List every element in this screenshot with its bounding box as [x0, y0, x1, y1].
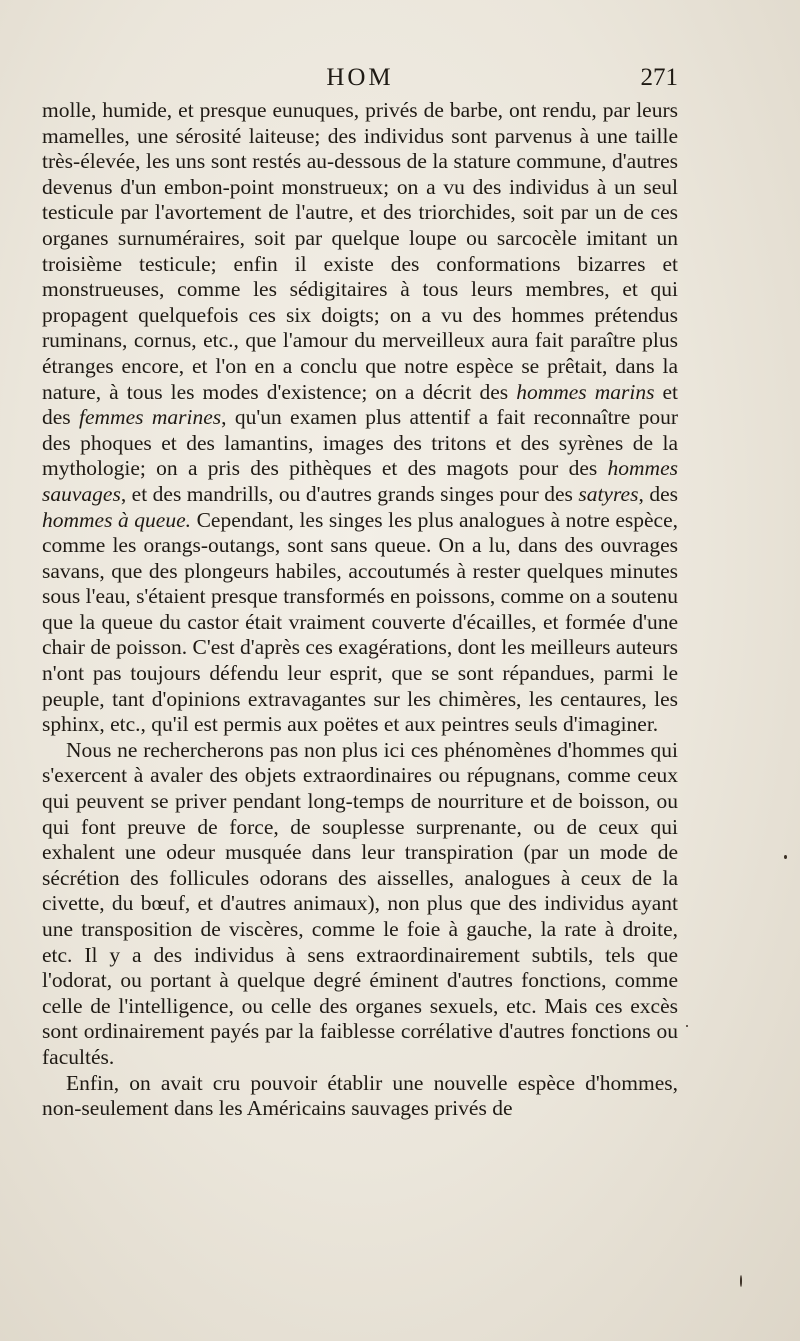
text-run: molle, humide, et presque eunuques, privés de barbe, ont rendu, par leurs mamelles, une sérosité laiteuse; des individus sont parvenus à une taille très-élevée, les uns sont restés au-dessous de la stature commune, d'autres devenus d'un embon-point monstrueux; on a vu des individus à un seul testicule par l'avortement de l'autre, et des triorchides, soit par un de ces organes surnuméraires, soit par quelque loupe ou sarcocèle imitant un troisième testicule; enfin il existe des conformations bizarres et monstrueuses, comme les sédigitaires à tous leurs membres, et qui propagent quelquefois ces six doigts; on a vu des hommes prétendus ruminans, cornus, etc., que l'amour du merveilleux aura fait paraître plus étranges encore, et l'on en a conclu que notre espèce se prêtait, dans la nature, à tous les modes d'existence; on a décrit des: [42, 98, 678, 404]
text-run: Cependant, les singes les plus analogues à notre espèce, comme les orangs-outangs, sont sans queue. On a lu, dans des ouvrages savans, que des plongeurs habiles, accoutumés à rester quelques minutes sous l'eau, s'étaient presque transformés en poissons, comme on a soutenu que la queue du castor était vraiment couverte d'écailles, et formée d'une chair de poisson. C'est d'après ces exagérations, dont les meilleurs auteurs n'ont pas toujours défendu leur esprit, que se sont répandues, parmi le peuple, tant d'opinions extravagantes sur les chimères, les centaures, les sphinx, etc., qu'il est permis aux poëtes et aux peintres seuls d'imaginer.: [42, 507, 678, 737]
text-run: , des: [638, 481, 678, 506]
paper-speck: [740, 1275, 742, 1287]
page-number: 271: [640, 64, 678, 91]
italic-term: hommes sauvages: [42, 456, 678, 506]
running-title: HOM: [326, 64, 394, 91]
text-run: et des: [42, 379, 678, 430]
body-text: [42, 98, 678, 1122]
text-run: , et des mandrills, ou d'autres grands singes pour des: [120, 481, 579, 506]
paragraph-3: Enfin, on avait cru pouvoir établir une nouvelle espèce d'hommes, non-seulement dans les Américains sauvages privés de: [42, 1070, 678, 1121]
italic-term: femmes marines: [79, 405, 222, 430]
paragraph-1: [42, 98, 678, 738]
paragraph-2: Nous ne rechercherons pas non plus ici ces phénomènes d'hommes qui s'exercent à avaler des objets extraordinaires ou répugnans, comme ceux qui peuvent se priver pendant long-temps de nourriture et de boisson, ou qui font preuve de force, de souplesse surprenante, ou de ceux qui exhalent une odeur musquée dans leur transpiration (par un mode de sécrétion des follicules odorans des aisselles, analogues à ceux de la civette, du bœuf, et d'autres animaux), non plus que des individus ayant une transposition de viscères, comme le foie à gauche, la rate à droite, etc. Il y a des individus à sens extraordinairement subtils, tels que l'odorat, ou portant à quelque degré éminent d'autres fonctions, comme celle de l'intelligence, ou celle des organes sexuels, etc. Mais ces excès sont ordinairement payés par la faiblesse corrélative d'autres fonctions ou facultés.: [42, 737, 678, 1069]
italic-term: satyres: [578, 481, 639, 506]
paper-speck: [686, 1025, 688, 1027]
italic-term: hommes à queue.: [42, 507, 192, 532]
text-run: , qu'un examen plus attentif a fait reconnaître pour des phoques et des lamantins, images des tritons et des syrènes de la mythologie; on a pris des pithèques et des magots pour des: [42, 405, 678, 481]
paper-speck: [784, 855, 787, 859]
running-head: [42, 64, 678, 98]
italic-term: hommes marins: [516, 379, 655, 404]
